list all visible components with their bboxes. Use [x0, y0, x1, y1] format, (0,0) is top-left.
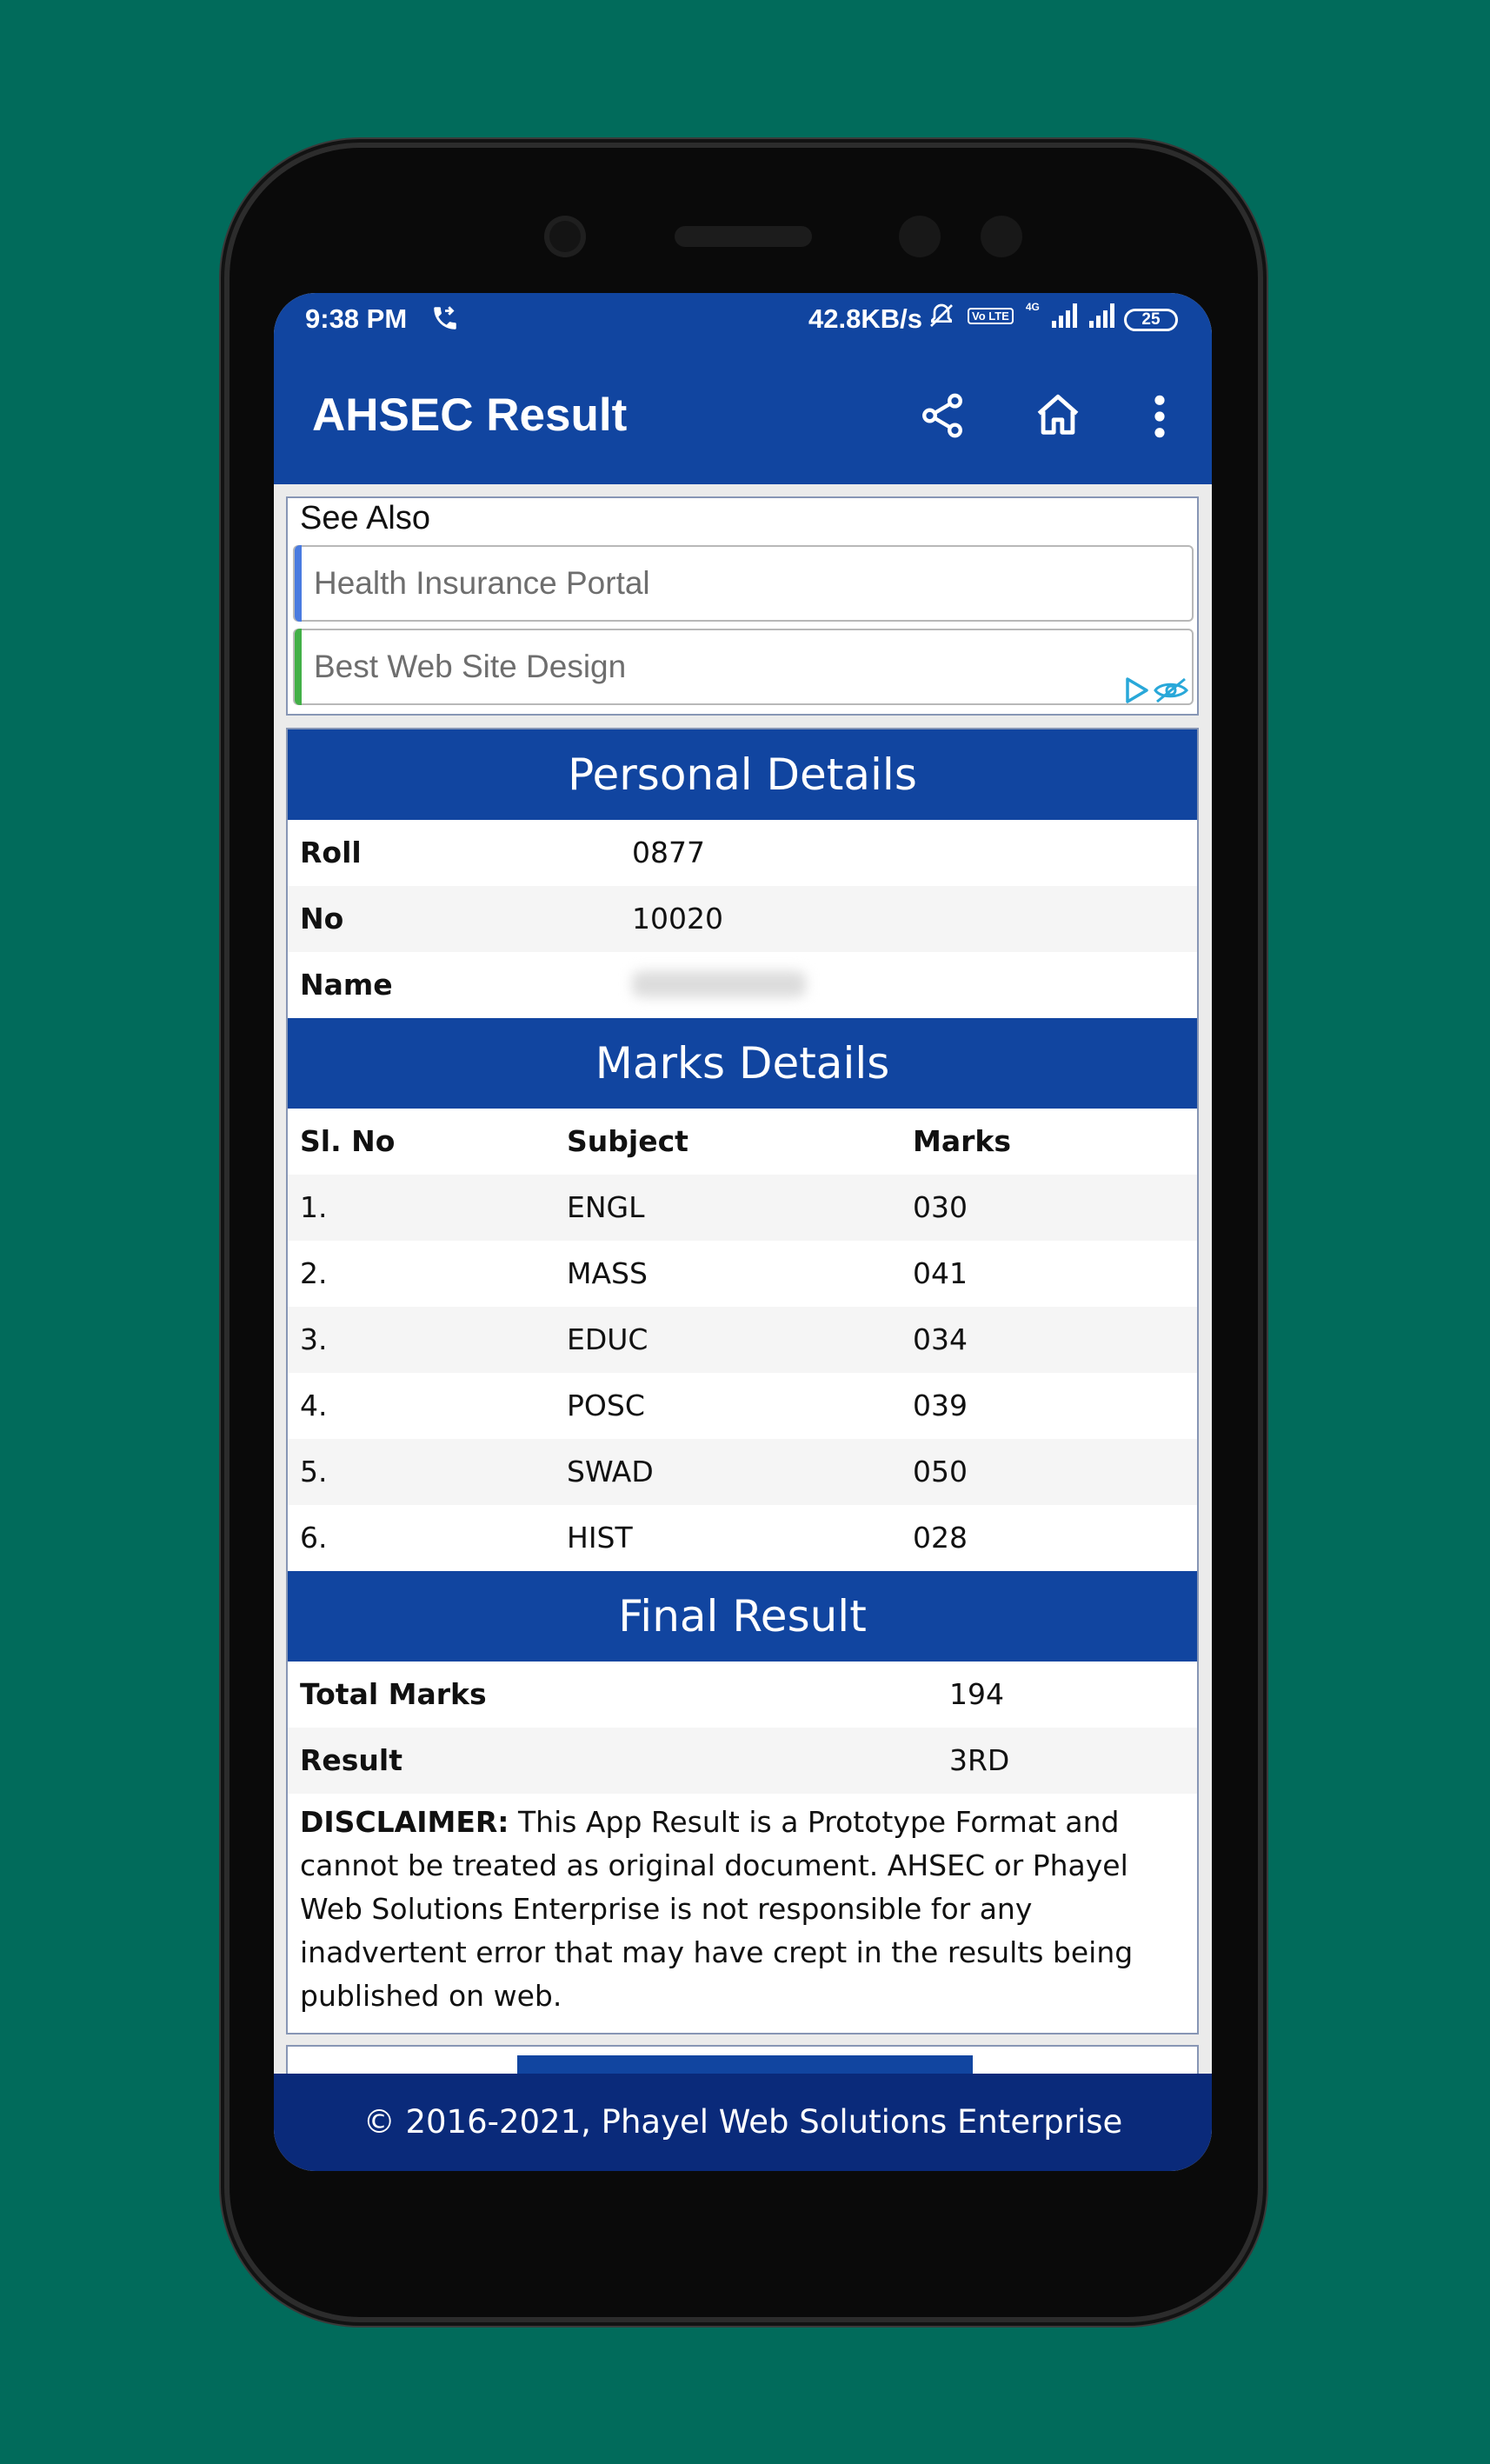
app-bar	[274, 347, 1212, 484]
marks: 028	[913, 1521, 968, 1555]
mute-bell-icon	[928, 302, 955, 330]
table-row	[288, 1439, 1197, 1505]
total-marks-label: Total Marks	[300, 1677, 487, 1711]
roll-label: Roll	[300, 836, 362, 869]
share-icon[interactable]	[917, 390, 968, 441]
marks: 039	[913, 1388, 968, 1422]
light-sensor	[981, 216, 1022, 257]
table-header-row	[288, 1109, 1197, 1175]
marks: 030	[913, 1190, 968, 1224]
network-speed: 42.8KB/s	[808, 303, 922, 334]
footer: © 2016-2021, Phayel Web Solutions Enterprise	[274, 2074, 1212, 2171]
phone-screen	[274, 293, 1212, 2171]
volte-badge: Vo LTE	[968, 308, 1014, 324]
no-value: 10020	[632, 902, 723, 936]
see-also-ad	[286, 496, 1199, 716]
volume-button	[1257, 574, 1264, 696]
table-row	[288, 1662, 1197, 1728]
status-icons	[928, 302, 1114, 330]
ad-link-accent	[295, 629, 302, 705]
adchoices-icon[interactable]	[1122, 676, 1192, 709]
home-icon[interactable]	[1033, 390, 1083, 441]
marks: 034	[913, 1322, 968, 1356]
col-marks: Marks	[913, 1124, 1011, 1158]
col-subject: Subject	[567, 1124, 688, 1158]
call-forward-icon	[430, 303, 460, 339]
table-row	[288, 1505, 1197, 1571]
subject: HIST	[567, 1521, 633, 1555]
app-title: AHSEC Result	[312, 390, 628, 441]
ad-link-accent	[295, 545, 302, 622]
table-row	[288, 952, 1197, 1018]
ad-link-label: Health Insurance Portal	[314, 565, 650, 601]
power-button	[1257, 956, 1264, 1087]
proximity-sensor	[899, 216, 941, 257]
marks: 050	[913, 1455, 968, 1488]
status-bar	[274, 293, 1212, 347]
name-label: Name	[300, 968, 393, 1002]
table-row	[288, 1175, 1197, 1241]
disclaimer-text: This App Result is a Prototype Format and cannot be treated as original document. AHSEC or Phayel Web Solutions Enterprise is not responsible for any inadvertent error that may have crept in the results being published on web.	[300, 1805, 1134, 2013]
table-row	[288, 1373, 1197, 1439]
subject: POSC	[567, 1388, 645, 1422]
sl-no: 1.	[300, 1190, 328, 1224]
ad-link-label: Best Web Site Design	[314, 649, 627, 684]
sl-no: 6.	[300, 1521, 328, 1555]
status-time: 9:38 PM	[305, 303, 408, 334]
earpiece-speaker	[675, 226, 812, 247]
disclaimer-label: DISCLAIMER:	[300, 1805, 509, 1839]
table-row	[288, 886, 1197, 952]
result-card	[286, 728, 1199, 2034]
roll-value: 0877	[632, 836, 705, 869]
subject: EDUC	[567, 1322, 649, 1356]
table-row	[288, 820, 1197, 886]
table-row	[288, 1241, 1197, 1307]
no-label: No	[300, 902, 344, 936]
battery-icon: 25	[1124, 309, 1178, 331]
subject: SWAD	[567, 1455, 654, 1488]
disclaimer	[300, 1801, 1169, 2018]
table-row	[288, 1728, 1197, 1794]
subject: MASS	[567, 1256, 648, 1290]
subject: ENGL	[567, 1190, 645, 1224]
front-camera	[544, 216, 586, 257]
sl-no: 2.	[300, 1256, 328, 1290]
result-label: Result	[300, 1743, 403, 1777]
sl-no: 5.	[300, 1455, 328, 1488]
final-result-heading: Final Result	[288, 1571, 1197, 1662]
network-type: 4G	[1025, 301, 1040, 313]
signal-strength-icon	[1052, 303, 1077, 328]
marks: 041	[913, 1256, 968, 1290]
personal-details-heading: Personal Details	[288, 729, 1197, 820]
total-marks-value: 194	[949, 1677, 1004, 1711]
ad-link-health-insurance[interactable]	[293, 545, 1194, 622]
col-sl-no: Sl. No	[300, 1124, 396, 1158]
ad-link-web-design[interactable]	[293, 629, 1194, 705]
signal-strength-icon-2	[1089, 303, 1114, 328]
see-also-title: See Also	[300, 500, 430, 536]
more-vertical-icon[interactable]	[1152, 392, 1167, 441]
sl-no: 3.	[300, 1322, 328, 1356]
result-value: 3RD	[949, 1743, 1010, 1777]
table-row	[288, 1307, 1197, 1373]
sl-no: 4.	[300, 1388, 328, 1422]
marks-details-heading: Marks Details	[288, 1018, 1197, 1109]
